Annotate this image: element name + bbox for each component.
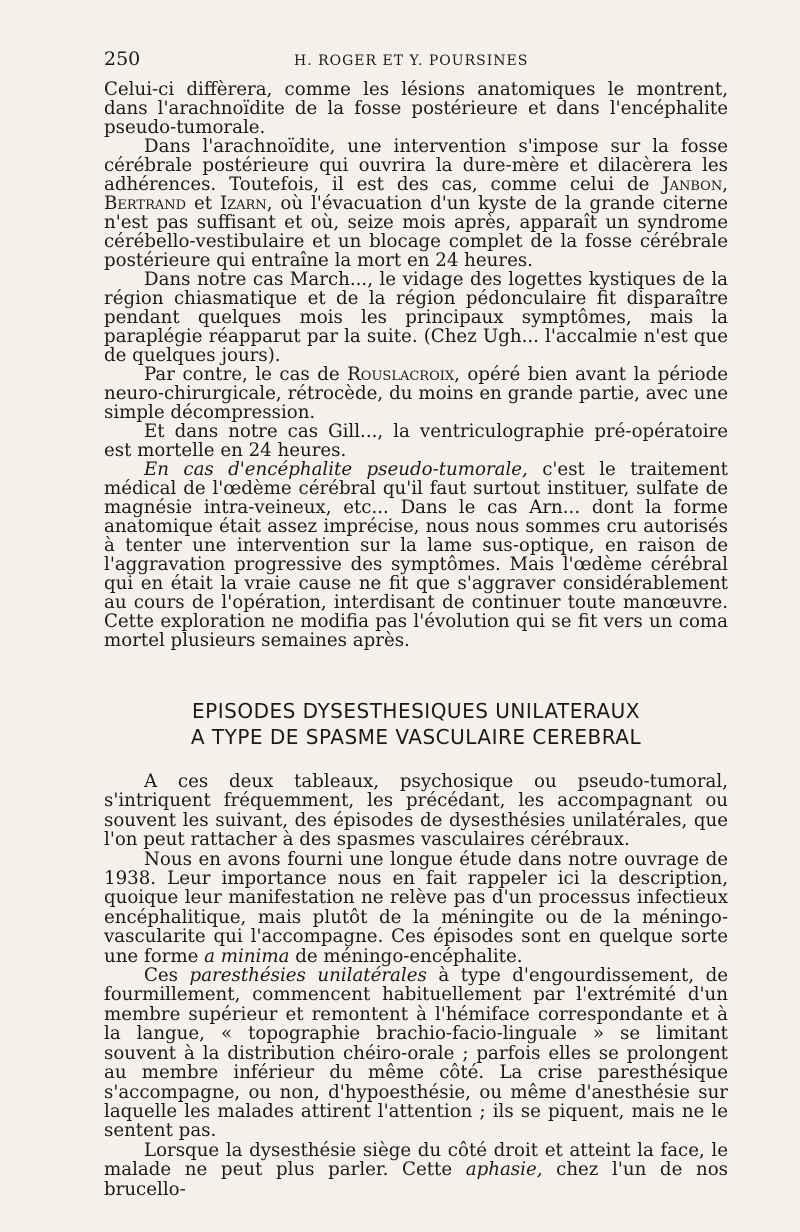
paragraph: Lorsque la dysesthésie siège du côté droit et atteint la face, le malade ne peut plus parler. Cette aphasie, chez l'un de nos brucello- xyxy=(104,1139,728,1200)
paragraph: Dans l'arachnoïdite, une intervention s'impose sur la fosse cérébrale postérieure qui ouvrira la dure-mère et dilacèrera les adhérences. Toutefois, il est des cas, comme celui de Janbon, Bertrand et Izarn, où l'évacuation d'un kyste de la grande citerne n'est pas suffisant et où, seize mois après, apparaît un syndrome cérébello-vestibulaire et un blocage complet de la fosse cérébrale postérieure qui entraîne la mort en 24 heures. xyxy=(104,136,729,271)
paragraph: Par contre, le cas de Rouslacroix, opéré bien avant la période neuro-chirurgicale, rétrocède, du moins en grande partie, avec une simple décompression. xyxy=(104,364,728,423)
section-heading xyxy=(104,698,728,750)
italic-phrase: paresthésies unilatérales xyxy=(189,965,427,987)
page-number: 250 xyxy=(104,48,141,70)
italic-phrase: aphasie, xyxy=(465,1159,543,1181)
author-name: Izarn xyxy=(219,193,267,214)
page-header xyxy=(104,48,728,70)
paragraph: En cas d'encéphalite pseudo-tumorale, c'est le traitement médical de l'œdème cérébral qu'il faut surtout instituer, sulfate de magnésie intra-veineux, etc... Dans le cas Arn... dont la forme anatomique était assez imprécise, nous nous sommes cru autorisés à tenter une intervention sur la lame sus-optique, en raison de l'aggravation progressive des symptômes. Mais l'œdème cérébral qui en était la vraie cause ne fit que s'aggraver considérablement au cours de l'opération, interdisant de continuer toute manœuvre. Cette exploration ne modifia pas l'évolution qui se fit vers un coma mortel plusieurs semaines après. xyxy=(104,459,728,651)
running-head: H. ROGER ET Y. POURSINES xyxy=(294,53,529,69)
paragraph: Et dans notre cas Gill..., la ventriculographie pré-opératoire est mortelle en 24 heures. xyxy=(104,421,728,461)
italic-phrase: En cas d'encéphalite pseudo-tumorale, xyxy=(144,459,528,480)
section-title-line-1: EPISODES DYSESTHESIQUES UNILATERAUX xyxy=(192,699,640,723)
section-title-line-2: A TYPE DE SPASME VASCULAIRE CEREBRAL xyxy=(190,725,642,749)
author-name: Rouslacroix xyxy=(347,364,455,385)
paragraph: Celui-ci diffèrera, comme les lésions anatomiques le montrent, dans l'arachnoïdite de la fosse postérieure et dans l'encéphalite pseudo-tumorale. xyxy=(104,79,728,138)
paragraph: Nous en avons fourni une longue étude dans notre ouvrage de 1938. Leur importance nous en fait rappeler ici la description, quoique leur manifestation ne relève pas d'un processus infectieux encéphalitique, mais plutôt de la méningite ou de la méningo-vascularite qui l'accompagne. Ces épisodes sont en quelque sorte une forme a minima de méningo-encéphalite. xyxy=(104,848,728,967)
paragraph: A ces deux tableaux, psychosique ou pseudo-tumoral, s'intriquent fréquemment, les précédant, les accompagnant ou souvent les suivant, des épisodes de dysesthésies unilatérales, que l'on peut rattacher à des spasmes vasculaires cérébraux. xyxy=(104,771,728,851)
italic-phrase: a minima xyxy=(204,945,290,967)
page xyxy=(104,48,728,1199)
paragraph: Dans notre cas March..., le vidage des logettes kystiques de la région chiasmatique et de la région pédonculaire fit disparaître pendant quelques mois les principaux symptômes, mais la paraplégie réapparut par la suite. (Chez Ugh... l'accalmie n'est que de quelques jours). xyxy=(104,269,728,366)
author-name: Bertrand xyxy=(104,193,187,214)
section-body xyxy=(104,772,728,1199)
author-name: Janbon xyxy=(662,174,723,195)
paragraph: Ces paresthésies unilatérales à type d'engourdissement, de fourmillement, commencent habituellement par l'extrémité d'un membre supérieur et remontent à l'hémiface correspondante et à la langue, « topographie brachio-facio-linguale » se limitant souvent à la distribution chéiro-orale ; parfois elles se prolongent au membre inférieur du même côté. La crise paresthésique s'accompagne, ou non, d'hypoesthésie, ou même d'anesthésie sur laquelle les malades attirent l'attention ; ils se piquent, mais ne le sentent pas. xyxy=(104,965,728,1142)
